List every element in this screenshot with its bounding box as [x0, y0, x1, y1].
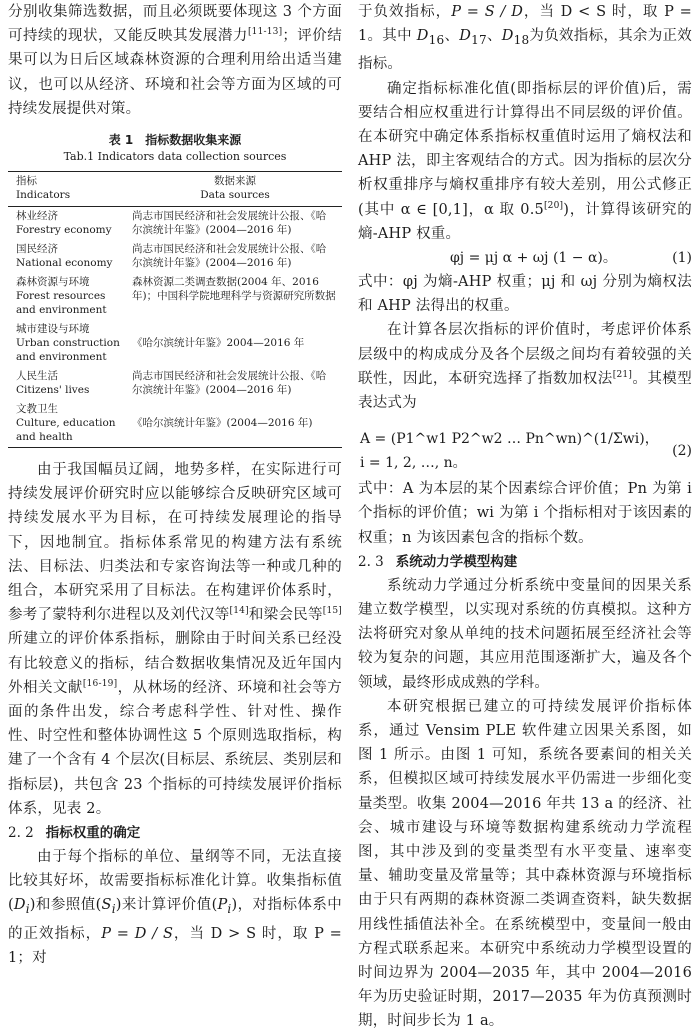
header-sources: [128, 172, 342, 207]
index-paragraph: [358, 318, 692, 415]
var-s: S: [101, 897, 112, 914]
ahp-text-1: 确定指标标准化值(即指标层的评价值)后，需要结合相应权重进行计算得出不同层级的评价值。在本研究中确定体系指标权重值时运用了熵权法和 AHP 法，即主客观结合的方式。因为指标的层次分析权重排序与熵权重排序有较大差别，用公式修正(其中 α ∈ [0,1]，α 取 0.5: [358, 80, 692, 218]
intro-text: 分别收集筛选数据，而且必须既要体现这 3 个方面可持续的现状，又能反映其发展潜力: [8, 4, 342, 45]
table-caption-en: Tab.1 Indicators data collection sources: [63, 150, 287, 164]
var-d: D: [416, 28, 429, 45]
eq2-explanation: 式中：A 为本层的某个因素综合评价值；Pn 为第 i 个指标的评价值；wi 为第 i 个指标相对于该因素的权重；n 为该因素包含的指标个数。: [358, 481, 692, 546]
indicator-cell: [8, 273, 128, 320]
citation: [16-19]: [82, 678, 118, 689]
intro-text-after: ；评价结果可以为日后区域森林资源的合理利用给出适当建议，也可以从经济、环境和社会等方面为区域的可持续发展提供对策。: [8, 28, 342, 117]
sd-paragraph-1: 系统动力学通过分析系统中变量间的因果关系建立数学模型，以实现对系统的仿真模拟。这种方法将研究对象从单纯的技术问题拓展至经济社会等较为复杂的问题，其应用范围逐渐扩大，遍及各个领域，最终形成成熟的学科。: [358, 577, 692, 691]
equation-2-number: (2): [672, 443, 692, 460]
indicator-en: National economy: [16, 257, 113, 270]
weight-text-2: )和参照值(: [29, 897, 102, 914]
table-caption: [8, 131, 342, 165]
table-row: [8, 207, 342, 241]
indicator-cn: 国民经济: [16, 243, 58, 256]
indicators-table: [8, 171, 342, 448]
section-heading-2-2: [8, 821, 342, 845]
indicator-cell: [8, 320, 128, 367]
header-indicators-en: Indicators: [16, 189, 71, 202]
indicator-cn: 人民生活: [16, 370, 58, 383]
indicator-cn: 森林资源与环境: [16, 276, 90, 289]
ahp-paragraph: [358, 77, 692, 246]
var-p: P: [217, 897, 228, 914]
section-heading-2-3: [358, 550, 692, 574]
equation-1-number: (1): [672, 249, 692, 266]
indicator-cell: [8, 367, 128, 400]
section-number: 2. 3: [358, 553, 384, 570]
indicator-cell: [8, 400, 128, 448]
left-column: [8, 0, 342, 970]
citation: [11-13]: [247, 27, 283, 38]
index-text-1: 在计算各层次指标的评价值时，考虑评价体系层级中的构成成分及各个层级之间均有着较强的关联性，因此，本研究选择了指数加权法: [358, 322, 692, 387]
table-row: [8, 367, 342, 400]
var-d: D: [501, 28, 514, 45]
table-row: [8, 240, 342, 273]
equation-1-body: φj = μj α + ωj (1 − α)。: [450, 249, 617, 266]
table-row: [8, 273, 342, 320]
var-d: D: [459, 28, 472, 45]
method-paragraph: [8, 458, 342, 821]
method-text-4: ，从林场的经济、环境和社会等方面的条件出发，综合考虑科学性、针对性、操作性、时空性和整体协调性这 5 个原则选取指标，构建了一个含有 4 个层次(目标层、系统层、类别层和指标层)，共包含 23 个指标的可持续发展评价指标体系，见表 2。: [8, 679, 342, 817]
table-caption-cn: 表 1 指标数据收集来源: [108, 133, 242, 148]
table-row: [8, 400, 342, 448]
header-indicators: [8, 172, 128, 207]
source-cell: 尚志市国民经济和社会发展统计公报、《哈尔滨统计年鉴》(2004—2016 年): [132, 370, 327, 397]
source-cell: 尚志市国民经济和社会发展统计公报、《哈尔滨统计年鉴》(2004—2016 年): [132, 243, 327, 270]
method-text-1: 由于我国幅员辽阔，地势多样，在实际进行可持续发展评价研究时应以能够综合反映研究区域可持续发展水平为目标，在可持续发展理论的指导下，因地制宜。指标体系常见的构建方法有系统法、目标法、归类法和专家咨询法等一种或几种的组合，本研究采用了目标法。在构建评价体系时，参考了蒙特利尔进程以及刘代汉等: [8, 462, 342, 624]
indicator-en: Forest resources and environment: [16, 290, 107, 317]
indicator-en: Culture, education and health: [16, 417, 116, 444]
index-text-2: 。其模型表达式为: [358, 370, 692, 411]
equation-2: [358, 427, 692, 475]
negative-text-1: 于负效指标，: [358, 4, 452, 20]
equation-1: [358, 246, 692, 270]
positive-formula: P = D / S: [101, 925, 174, 942]
section-title: 指标权重的确定: [45, 825, 141, 842]
subscript: 18: [513, 33, 530, 48]
subscript: i: [25, 902, 30, 917]
eq1-explanation: 式中：φj 为熵-AHP 权重；μj 和 ωj 分别为熵权法和 AHP 法得出的权重。: [358, 273, 692, 315]
citation: [21]: [612, 369, 633, 380]
subscript: i: [111, 902, 116, 917]
negative-formula: P = S / D: [451, 4, 524, 20]
negative-paragraph: 于负效指标，P = S / D，当 D < S 时，取 P = 1。其中 $D_{16}$、$D_{17}$、$D_{18}$为负效指标，其余为正效指标。: [358, 4, 693, 73]
source-cell: 《哈尔滨统计年鉴》2004—2016 年: [132, 337, 305, 350]
weight-paragraph: [8, 845, 342, 970]
weight-text-1: 由于每个指标的单位、量纲等不同，无法直接比较其好坏，故需要指标标准化计算。收集指标值(: [8, 849, 342, 914]
weight-text-5: ，当 D > S 时，取 P = 1；对: [8, 925, 343, 966]
table-row: [8, 320, 342, 367]
sd-paragraph-2: 本研究根据已建立的可持续发展评价指标体系，通过 Vensim PLE 软件建立因果关系图，如图 1 所示。由图 1 可知，系统各要素间的相关关系，但模拟区域可持续发展水平仍需进一步细化变量类型。收集 2004—2016 年共 13 a 的经济、社会、城市建设与环境等数据构建系统动力学流程图，其中涉及到的变量类型有水平变量、速率变量、辅助变量及常量等；其中森林资源与环境指标由于只有两期的森林资源二类调查资料，缺失数据用线性插值法补全。在系统模型中，变量间一般由方程式联系起来。本研究中系统动力学模型设置的时间边界为 2004—2035 年，其中 2004—2016 年为历史验证时期，2017—2035 年为仿真预测时期，时间步长为 1 a。: [358, 698, 692, 1030]
subscript: 17: [471, 33, 487, 48]
indicator-en: Urban construction and environment: [16, 337, 120, 364]
method-text-3: 所建立的评价体系指标，删除由于时间关系已经没有比较意义的指标，结合数据收集情况及近年国内外相关文献: [8, 631, 342, 696]
table-header-row: [8, 172, 342, 207]
indicator-en: Forestry economy: [16, 224, 112, 237]
indicator-cn: 城市建设与环境: [16, 323, 90, 336]
subscript: 16: [428, 33, 445, 48]
section-title: 系统动力学模型构建: [395, 553, 518, 570]
intro-paragraph: [8, 0, 342, 121]
citation: [15]: [322, 606, 343, 617]
weight-text-4: )，对指标体系中的正效指标，: [8, 897, 342, 942]
source-cell: 《哈尔滨统计年鉴》(2004—2016 年): [132, 417, 313, 430]
header-sources-en: Data sources: [200, 189, 270, 202]
right-column: [358, 0, 692, 1034]
negative-text-2: ，当 D < S 时，取 P = 1。其中: [358, 4, 693, 45]
indicator-cn: 林业经济: [16, 210, 58, 223]
subscript: i: [227, 902, 232, 917]
indicator-en: Citizens' lives: [16, 384, 90, 397]
header-indicators-cn: 指标: [16, 175, 37, 188]
indicator-cell: [8, 207, 128, 241]
source-cell: 森林资源二类调查数据(2004 年、2016 年)；中国科学院地理科学与资源研究所数据: [132, 276, 336, 303]
indicator-cell: [8, 240, 128, 273]
var-d: D: [13, 897, 26, 914]
section-number: 2. 2: [8, 825, 34, 842]
method-text-2: 和梁会民等: [248, 607, 323, 624]
header-sources-cn: 数据来源: [214, 175, 256, 188]
source-cell: 尚志市国民经济和社会发展统计公报、《哈尔滨统计年鉴》(2004—2016 年): [132, 210, 327, 237]
ahp-text-2: )，计算得该研究的熵-AHP 权重。: [358, 201, 692, 242]
equation-2-body: A = (P1^w1 P2^w2 … Pn^wn)^(1/Σwi)，i = 1, 2, …, n。: [360, 431, 659, 472]
citation: [20]: [543, 200, 564, 211]
citation: [14]: [229, 606, 249, 617]
weight-text-3: )来计算评价值(: [115, 897, 218, 914]
negative-text-3: 为负效指标，其余为正效指标。: [358, 28, 692, 73]
indicator-cn: 文教卫生: [16, 403, 58, 416]
